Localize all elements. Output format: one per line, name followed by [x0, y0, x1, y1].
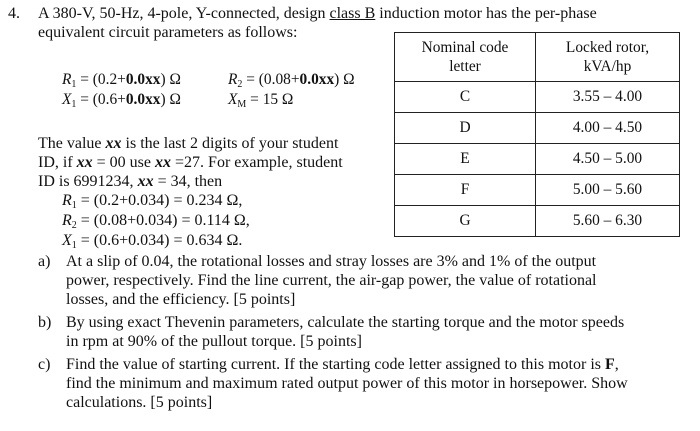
- code-letter-table: [394, 32, 680, 237]
- example-r2: [62, 211, 250, 231]
- code-letter: F: [395, 175, 536, 206]
- r2-post: ) Ω: [334, 71, 355, 88]
- part-c-l1-b: ,: [614, 356, 619, 373]
- table-header-row: [395, 33, 680, 82]
- param-r1: [62, 70, 181, 89]
- ex-r1-value: = (0.2+0.034) = 0.234 Ω,: [76, 192, 243, 209]
- header-col1-line1: Nominal code: [421, 39, 509, 56]
- x1-post: ) Ω: [160, 91, 181, 108]
- table-row: [395, 113, 680, 144]
- kva-range: 5.00 – 5.60: [536, 175, 680, 206]
- x1-eq: = (0.6+: [76, 91, 126, 108]
- part-c-label: c): [38, 356, 51, 373]
- part-c-line2: find the minimum and maximum rated output power of this motor in horsepower. Show: [66, 375, 628, 392]
- problem-intro-line1: [38, 4, 597, 24]
- note-l3-xx: xx: [137, 173, 154, 190]
- part-c-l1-a: Find the value of starting current. If the starting code letter assigned to this motor is: [66, 356, 605, 373]
- ex-r2-value: = (0.08+0.034) = 0.114 Ω,: [76, 212, 250, 229]
- kva-range: 4.50 – 5.00: [536, 144, 680, 175]
- kva-range: 3.55 – 4.00: [536, 82, 680, 113]
- ex-r2-subscript: 2: [71, 220, 77, 231]
- ex-x1-value: = (0.6+0.034) = 0.634 Ω.: [76, 232, 243, 249]
- x1-bold: 0.0xx: [125, 91, 161, 108]
- note-l1-xx: xx: [105, 135, 122, 152]
- xm-subscript: M: [237, 99, 247, 110]
- intro-text-b: induction motor has the per-phase: [375, 5, 597, 22]
- ex-r2-symbol: R: [62, 212, 72, 229]
- part-b-line2: in rpm at 90% of the pullout torque. [5 points]: [66, 333, 362, 350]
- part-b-label: b): [38, 314, 52, 331]
- note-line2: [38, 153, 343, 173]
- header-nominal-code-letter: [395, 33, 536, 82]
- problem-intro-line2: equivalent circuit parameters as follows:: [38, 24, 298, 41]
- r2-symbol: R: [228, 71, 238, 88]
- ex-r1-symbol: R: [62, 192, 72, 209]
- code-letter: C: [395, 82, 536, 113]
- param-r2: [228, 70, 355, 89]
- part-b-line1: By using exact Thevenin parameters, calculate the starting torque and the motor speeds: [66, 314, 625, 331]
- note-l2-xx1: xx: [76, 154, 93, 171]
- header-col1-line2: letter: [449, 58, 481, 75]
- note-l3-a: ID is 6991234,: [38, 173, 138, 190]
- x1-subscript: 1: [71, 99, 77, 110]
- note-l2-xx2: xx: [155, 154, 172, 171]
- table-row: [395, 175, 680, 206]
- table-row: [395, 82, 680, 113]
- part-a-line1: At a slip of 0.04, the rotational losses and stray losses are 3% and 1% of the output: [66, 253, 597, 270]
- part-c-code-letter: F: [604, 356, 615, 373]
- kva-range: 5.60 – 6.30: [536, 206, 680, 237]
- xm-value: = 15 Ω: [246, 91, 294, 108]
- part-a-label: a): [38, 253, 51, 270]
- note-l1-b: is the last 2 digits of your student: [121, 135, 339, 152]
- table-row: [395, 144, 680, 175]
- r1-subscript: 1: [71, 79, 77, 90]
- param-xm: [228, 90, 293, 109]
- intro-text-a: A 380-V, 50-Hz, 4-pole, Y-connected, design: [38, 5, 330, 22]
- ex-x1-subscript: 1: [71, 240, 77, 251]
- part-c-line3: calculations. [5 points]: [66, 394, 213, 411]
- r2-eq: = (0.08+: [242, 71, 300, 88]
- code-letter: D: [395, 113, 536, 144]
- part-c-line1: [66, 355, 619, 375]
- note-l1-a: The value: [38, 135, 106, 152]
- code-letter: E: [395, 144, 536, 175]
- note-l2-c: =27. For example, student: [171, 154, 343, 171]
- intro-underlined-class: class B: [329, 5, 376, 22]
- code-letter: G: [395, 206, 536, 237]
- r1-symbol: R: [62, 71, 72, 88]
- note-l2-a: ID, if: [38, 154, 77, 171]
- ex-r1-subscript: 1: [71, 200, 77, 211]
- note-line3: [38, 172, 222, 192]
- param-x1: [62, 90, 181, 109]
- x1-symbol: X: [62, 91, 72, 108]
- problem-number: 4.: [8, 5, 20, 22]
- part-a-line3: losses, and the efficiency. [5 points]: [66, 291, 296, 308]
- r1-bold: 0.0xx: [125, 71, 161, 88]
- kva-range: 4.00 – 4.50: [536, 113, 680, 144]
- table-row: [395, 206, 680, 237]
- note-l3-b: = 34, then: [153, 173, 223, 190]
- header-locked-rotor: [536, 33, 680, 82]
- example-r1: [62, 191, 242, 211]
- header-col2-line2: kVA/hp: [583, 58, 632, 75]
- xm-symbol: X: [228, 91, 238, 108]
- r2-bold: 0.0xx: [299, 71, 335, 88]
- example-x1: [62, 231, 242, 251]
- ex-x1-symbol: X: [62, 232, 72, 249]
- header-col2-line1: Locked rotor,: [565, 39, 650, 56]
- note-line1: [38, 134, 338, 154]
- note-l2-b: = 00 use: [92, 154, 156, 171]
- r1-eq: = (0.2+: [76, 71, 126, 88]
- r2-subscript: 2: [237, 79, 243, 90]
- part-a-line2: power, respectively. Find the line current, the air-gap power, the value of rotational: [66, 272, 597, 289]
- r1-post: ) Ω: [160, 71, 181, 88]
